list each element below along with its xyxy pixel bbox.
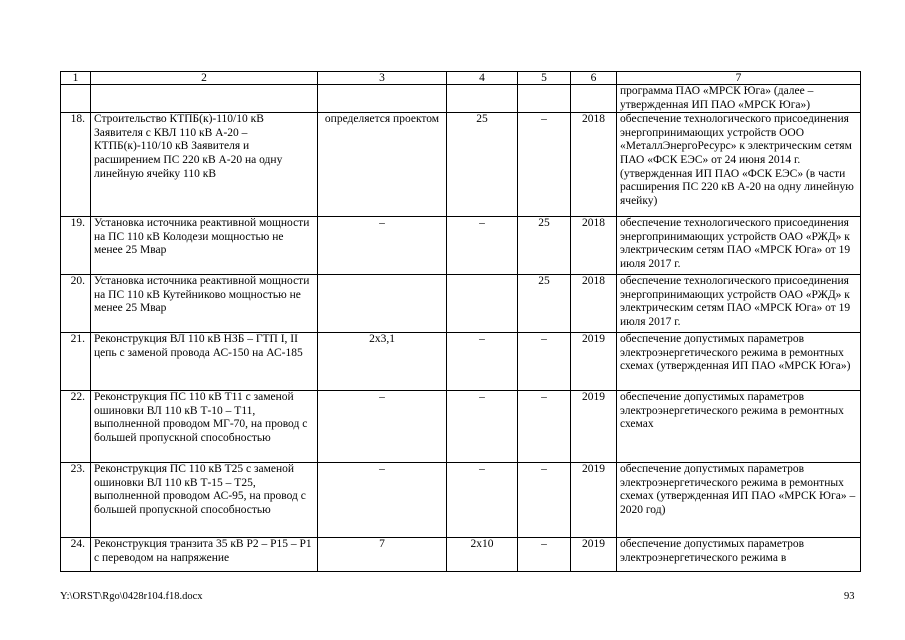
year-cell: 2018 [571, 217, 617, 275]
year-cell: 2019 [571, 333, 617, 391]
purpose-cell: обеспечение допустимых параметров электроэнергетического режима в [617, 538, 861, 572]
project-name-cell: Строительство КТПБ(к)-110/10 кВ Заявителя с КВЛ 110 кВ А-20 – КТПБ(к)-110/10 кВ Заявителя и расширением ПС 220 кВ А-20 на одну линейную ячейку 110 кВ [91, 113, 318, 217]
column-5-cell: – [518, 113, 571, 217]
table-row [61, 275, 861, 333]
project-name-cell: Установка источника реактивной мощности на ПС 110 кВ Кутейниково мощностью не менее 25 Мвар [91, 275, 318, 333]
column-4-cell: – [447, 333, 518, 391]
page-number: 93 [844, 591, 855, 602]
project-name-cell: Реконструкция ПС 110 кВ Т25 с заменой ошиновки ВЛ 110 кВ Т-15 – Т25, выполненной проводом АС-95, на провод с большей пропускной способностью [91, 463, 318, 538]
column-5-cell: – [518, 538, 571, 572]
column-4-cell [447, 275, 518, 333]
purpose-cell: обеспечение допустимых параметров электроэнергетического режима в ремонтных схемах [617, 391, 861, 463]
project-name-cell: Реконструкция ВЛ 110 кВ НЗБ – ГТП I, II цепь с заменой провода АС-150 на АС-185 [91, 333, 318, 391]
project-name-cell: Реконструкция транзита 35 кВ Р2 – Р15 – Р1 с переводом на напряжение [91, 538, 318, 572]
project-name-cell: Установка источника реактивной мощности на ПС 110 кВ Колодези мощностью не менее 25 Мвар [91, 217, 318, 275]
year-cell: 2018 [571, 113, 617, 217]
column-header: 4 [447, 72, 518, 85]
column-5-cell: – [518, 333, 571, 391]
column-header: 5 [518, 72, 571, 85]
year-cell: 2019 [571, 391, 617, 463]
purpose-cell: программа ПАО «МРСК Юга» (далее – утвержденная ИП ПАО «МРСК Юга») [617, 85, 861, 113]
row-number-cell: 19. [61, 217, 91, 275]
purpose-cell: обеспечение технологического присоединения энергопринимающих устройств ОАО «РЖД» к электрическим сетям ПАО «МРСК Юга» от 19 июля 2017 г. [617, 275, 861, 333]
column-4-cell: – [447, 217, 518, 275]
row-number-cell: 20. [61, 275, 91, 333]
year-cell: 2019 [571, 463, 617, 538]
row-number-cell: 21. [61, 333, 91, 391]
column-4-cell: – [447, 463, 518, 538]
table-row [61, 333, 861, 391]
row-number-cell: 18. [61, 113, 91, 217]
document-table [60, 71, 861, 572]
column-header: 3 [318, 72, 447, 85]
row-number-cell: 22. [61, 391, 91, 463]
column-4-cell: 25 [447, 113, 518, 217]
column-3-cell [318, 275, 447, 333]
table-row [61, 391, 861, 463]
column-3-cell: определяется проектом [318, 113, 447, 217]
column-3-cell: – [318, 217, 447, 275]
column-5-cell: 25 [518, 275, 571, 333]
row-number-cell: 24. [61, 538, 91, 572]
table-row [61, 463, 861, 538]
column-3-cell: 2х3,1 [318, 333, 447, 391]
year-cell: 2018 [571, 275, 617, 333]
column-header: 7 [617, 72, 861, 85]
column-5-cell: 25 [518, 217, 571, 275]
purpose-cell: обеспечение допустимых параметров электроэнергетического режима в ремонтных схемах (утвержденная ИП ПАО «МРСК Юга») [617, 333, 861, 391]
purpose-cell: обеспечение технологического присоединения энергопринимающих устройств ООО «МеталлЭнергоРесурс» к электрическим сетям ПАО «ФСК ЕЭС» от 24 июня 2014 г. (утвержденная ИП ПАО «ФСК ЕЭС» (в части расширения ПС 220 кВ А-20 на одну линейную ячейку) [617, 113, 861, 217]
table-header-row [61, 72, 861, 85]
table-row-continuation [61, 85, 861, 113]
year-cell: 2019 [571, 538, 617, 572]
column-5-cell: – [518, 391, 571, 463]
table-row [61, 538, 861, 572]
column-4-cell: 2х10 [447, 538, 518, 572]
column-5-cell: – [518, 463, 571, 538]
column-3-cell: – [318, 391, 447, 463]
column-header: 1 [61, 72, 91, 85]
column-header: 2 [91, 72, 318, 85]
column-header: 6 [571, 72, 617, 85]
purpose-cell: обеспечение технологического присоединения энергопринимающих устройств ОАО «РЖД» к электрическим сетям ПАО «МРСК Юга» от 19 июля 2017 г. [617, 217, 861, 275]
purpose-cell: обеспечение допустимых параметров электроэнергетического режима в ремонтных схемах (утвержденная ИП ПАО «МРСК Юга» – 2020 год) [617, 463, 861, 538]
column-3-cell: – [318, 463, 447, 538]
project-name-cell: Реконструкция ПС 110 кВ Т11 с заменой ошиновки ВЛ 110 кВ Т-10 – Т11, выполненной проводом МГ-70, на провод с большей пропускной способностью [91, 391, 318, 463]
column-3-cell: 7 [318, 538, 447, 572]
table-row [61, 217, 861, 275]
table-row [61, 113, 861, 217]
row-number-cell: 23. [61, 463, 91, 538]
column-4-cell: – [447, 391, 518, 463]
footer-file-path: Y:\ORST\Rgo\0428r104.f18.docx [60, 591, 203, 602]
